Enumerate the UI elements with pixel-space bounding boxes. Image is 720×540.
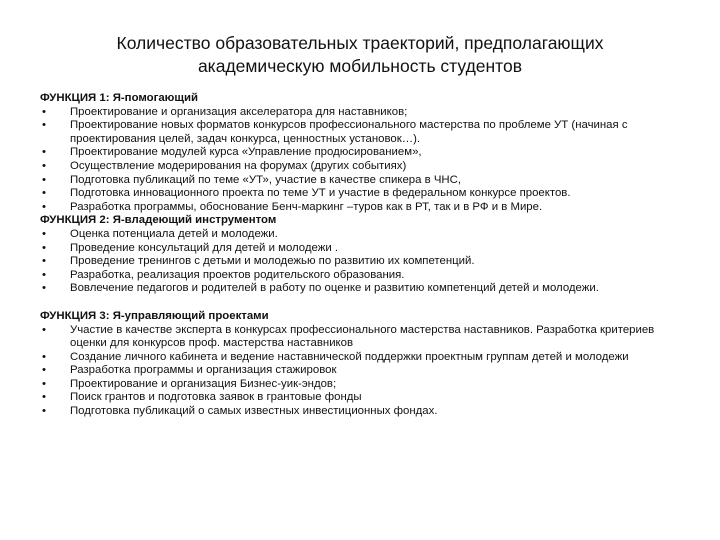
list-item-text: Проектирование модулей курса «Управление продюсированием»,	[70, 146, 422, 159]
list-item-text: Разработка программы и организация стажировок	[70, 364, 337, 377]
list-item-text: Разработка, реализация проектов родительского образования.	[70, 268, 405, 281]
list-item	[40, 391, 690, 405]
list-item	[40, 351, 690, 365]
bullet-icon: •	[42, 323, 46, 336]
bullet-icon: •	[42, 282, 46, 295]
section-heading: ФУНКЦИЯ 3: Я-управляющий проектами	[40, 309, 269, 322]
list-item	[40, 324, 690, 351]
slide-title-line-2: академическую мобильность студентов	[197, 56, 523, 76]
list-item-text: Проведение тренингов с детьми и молодежью по развитию их компетенций.	[70, 255, 475, 268]
list-item-text: Оценка потенциала детей и молодежи.	[70, 227, 278, 240]
bullet-icon: •	[42, 255, 46, 268]
bullet-icon: •	[42, 200, 46, 213]
slide-title-line-1: Количество образовательных траекторий, предполагающих	[116, 33, 604, 53]
section-spacer	[40, 296, 690, 310]
bullet-icon: •	[42, 105, 46, 118]
function-section-2	[40, 214, 690, 296]
list-item	[40, 119, 690, 146]
bullet-icon: •	[42, 268, 46, 281]
section-item-list	[40, 106, 690, 215]
bullet-icon: •	[42, 159, 46, 172]
list-item-text: Создание личного кабинета и ведение наставнической поддержки проектным группам детей и молодежи	[70, 350, 629, 363]
list-item-text: Подготовка публикаций о самых известных инвестиционных фондах.	[70, 405, 438, 418]
list-item-text: Участие в качестве эксперта в конкурсах профессионального мастерства наставников. Разработка критериев оценки для конкурсов проф. мастерства наставников	[70, 323, 655, 350]
bullet-icon: •	[42, 187, 46, 200]
list-item	[40, 378, 690, 392]
list-item	[40, 160, 690, 174]
list-item-text: Поиск грантов и подготовка заявок в грантовые фонды	[70, 391, 362, 404]
list-item	[40, 187, 690, 201]
bullet-icon: •	[42, 241, 46, 254]
list-item	[40, 282, 690, 296]
list-item	[40, 405, 690, 419]
list-item	[40, 228, 690, 242]
bullet-icon: •	[42, 364, 46, 377]
slide-body	[40, 92, 690, 419]
bullet-icon: •	[42, 173, 46, 186]
section-item-list	[40, 228, 690, 296]
section-heading: ФУНКЦИЯ 1: Я-помогающий	[40, 92, 199, 104]
list-item-text: Проектирование новых форматов конкурсов профессионального мастерства по проблеме УТ (начиная с проектирования целей, задач конкурса, ценностных установок…).	[70, 119, 628, 145]
function-section-3	[40, 310, 690, 419]
section-item-list	[40, 324, 690, 419]
list-item-text: Вовлечение педагогов и родителей в работу по оценке и развитию компетенций детей и молодежи.	[70, 282, 599, 295]
list-item	[40, 201, 690, 215]
list-item-text: Осуществление модерирования на форумах (других событиях)	[70, 159, 407, 172]
bullet-icon: •	[42, 377, 46, 390]
slide-title	[60, 32, 660, 78]
list-item-text: Подготовка инновационного проекта по теме УТ и участие в федеральном конкурсе проектов.	[70, 187, 571, 200]
list-item	[40, 269, 690, 283]
list-item	[40, 174, 690, 188]
list-item	[40, 146, 690, 160]
list-item-text: Разработка программы, обоснование Бенч-маркинг –туров как в РТ, так и в РФ и в Мире.	[70, 200, 543, 213]
bullet-icon: •	[42, 146, 46, 159]
list-item	[40, 255, 690, 269]
list-item-text: Проектирование и организация Бизнес-уик-эндов;	[70, 377, 337, 390]
bullet-icon: •	[42, 119, 46, 132]
section-heading: ФУНКЦИЯ 2: Я-владеющий инструментом	[40, 214, 277, 227]
list-item	[40, 106, 690, 120]
list-item	[40, 364, 690, 378]
list-item-text: Подготовка публикаций по теме «УТ», участие в качестве спикера в ЧНС,	[70, 173, 462, 186]
bullet-icon: •	[42, 405, 46, 418]
list-item-text: Проведение консультаций для детей и молодежи .	[70, 241, 339, 254]
bullet-icon: •	[42, 391, 46, 404]
list-item-text: Проектирование и организация акселератора для наставников;	[70, 105, 408, 118]
function-section-1	[40, 92, 690, 214]
bullet-icon: •	[42, 227, 46, 240]
bullet-icon: •	[42, 350, 46, 363]
list-item	[40, 242, 690, 256]
